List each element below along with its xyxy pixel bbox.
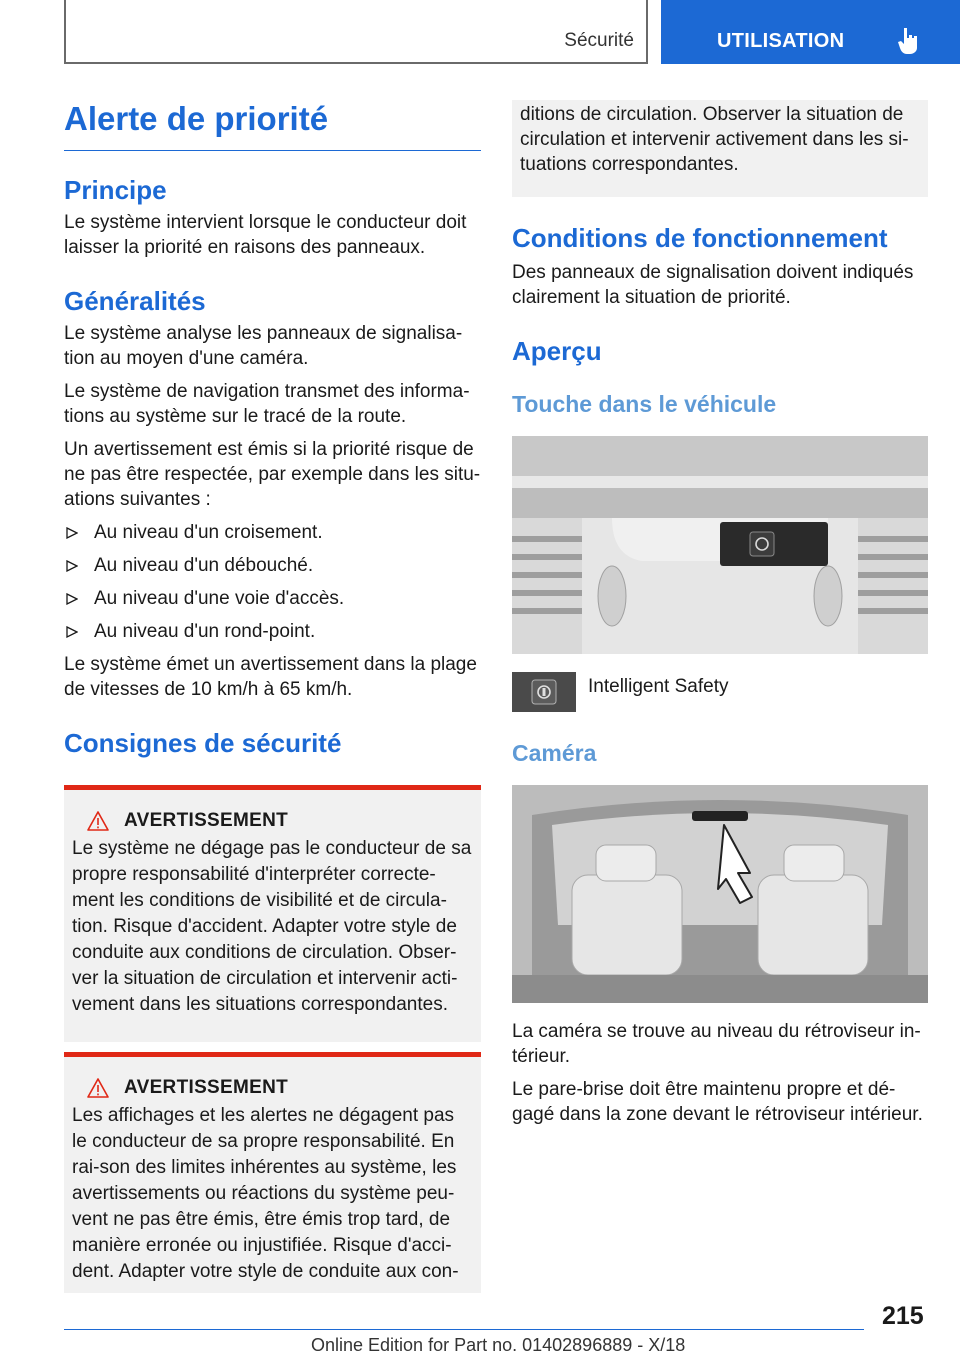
list-item: [64, 586, 481, 611]
header-section-box: [64, 0, 648, 64]
camera-location-photo: [512, 785, 928, 1003]
generalites-text-2: Le système de navigation transmet des informa-tions au système sur le tracé de la route.: [64, 381, 470, 427]
intelligent-safety-label: Intelligent Safety: [588, 676, 729, 697]
list-item-text: Au niveau d'un croisement.: [94, 522, 323, 543]
warning-text: Les affichages et les alertes ne dégagent pas le conducteur de sa propre responsabilité. En rai-son des limites inhérentes au système, les avertissements ou réactions du système peu-vent ne pas être émis, être émis trop tard, de manière erronée ou injustifiée. Risque d'acci-dent. Adapter votre style de conduite aux con-: [72, 1105, 459, 1282]
triangle-bullet-icon: [66, 560, 78, 572]
heading-touche: Touche dans le véhicule: [512, 391, 777, 417]
heading-camera: Caméra: [512, 740, 597, 766]
page-title: Alerte de priorité: [64, 100, 481, 151]
intelligent-safety-button-icon: [512, 672, 576, 712]
footer-divider: [64, 1329, 864, 1330]
triangle-bullet-icon: [66, 626, 78, 638]
camera-text-2: Le pare-brise doit être maintenu propre et dé-gagé dans la zone devant le rétroviseur intérieur.: [512, 1079, 923, 1125]
left-column: [64, 100, 481, 1293]
warning-continuation-text: ditions de circulation. Observer la situation de circulation et intervenir activement dans les si-tuations correspondantes.: [520, 104, 909, 175]
intelligent-safety-row: [512, 672, 928, 712]
warning-title: AVERTISSEMENT: [124, 1077, 289, 1098]
warning-continuation-box: [512, 100, 928, 197]
generalites-text-3: Un avertissement est émis si la priorité risque de ne pas être respectée, par exemple dans les situ-ations suivantes :: [64, 439, 481, 510]
warning-triangle-icon: [86, 1077, 110, 1099]
conditions-text: Des panneaux de signalisation doivent indiqués clairement la situation de priorité.: [512, 262, 914, 308]
heading-principe: Principe: [64, 175, 167, 205]
heading-generalites: Généralités: [64, 286, 206, 316]
heading-apercu: Aperçu: [512, 336, 602, 366]
warning-header: [72, 1077, 473, 1099]
header-section-title: Sécurité: [564, 30, 634, 51]
vehicle-button-photo: [512, 436, 928, 654]
speed-range-text: Le système émet un avertissement dans la plage de vitesses de 10 km/h à 65 km/h.: [64, 654, 477, 700]
principe-text: Le système intervient lorsque le conducteur doit laisser la priorité en raisons des panneaux.: [64, 212, 467, 258]
heading-consignes: Consignes de sécurité: [64, 728, 342, 758]
list-item-text: Au niveau d'une voie d'accès.: [94, 588, 345, 609]
right-column: [512, 100, 928, 1127]
list-item-text: Au niveau d'un débouché.: [94, 555, 314, 576]
warning-triangle-icon: [86, 810, 110, 832]
triangle-bullet-icon: [66, 593, 78, 605]
page-number: 215: [882, 1302, 924, 1330]
list-item-text: Au niveau d'un rond-point.: [94, 621, 316, 642]
situation-list: [64, 520, 481, 644]
warning-header: [72, 810, 473, 832]
triangle-bullet-icon: [66, 527, 78, 539]
list-item: [64, 553, 481, 578]
hand-pointer-icon: [897, 26, 921, 54]
warning-box: [64, 1052, 481, 1293]
header-chapter-tab[interactable]: [661, 0, 960, 64]
camera-text-1: La caméra se trouve au niveau du rétroviseur in-térieur.: [512, 1021, 921, 1067]
footer-edition: Online Edition for Part no. 01402896889 - X/18: [311, 1335, 686, 1355]
warning-text: Le système ne dégage pas le conducteur de sa propre responsabilité d'interpréter correcte-ment les conditions de visibilité et de circula-tion. Risque d'accident. Adapter votre style de conduite aux conditions de circulation. Obser-ver la situation de circulation et intervenir acti-vement dans les situations correspondantes.: [72, 838, 472, 1015]
warning-box: [64, 785, 481, 1042]
generalites-text-1: Le système analyse les panneaux de signalisa-tion au moyen d'une caméra.: [64, 323, 463, 369]
heading-conditions: Conditions de fonctionnement: [512, 223, 888, 253]
warning-title: AVERTISSEMENT: [124, 810, 289, 831]
list-item: [64, 520, 481, 545]
list-item: [64, 619, 481, 644]
header-chapter-label: UTILISATION: [717, 30, 845, 52]
